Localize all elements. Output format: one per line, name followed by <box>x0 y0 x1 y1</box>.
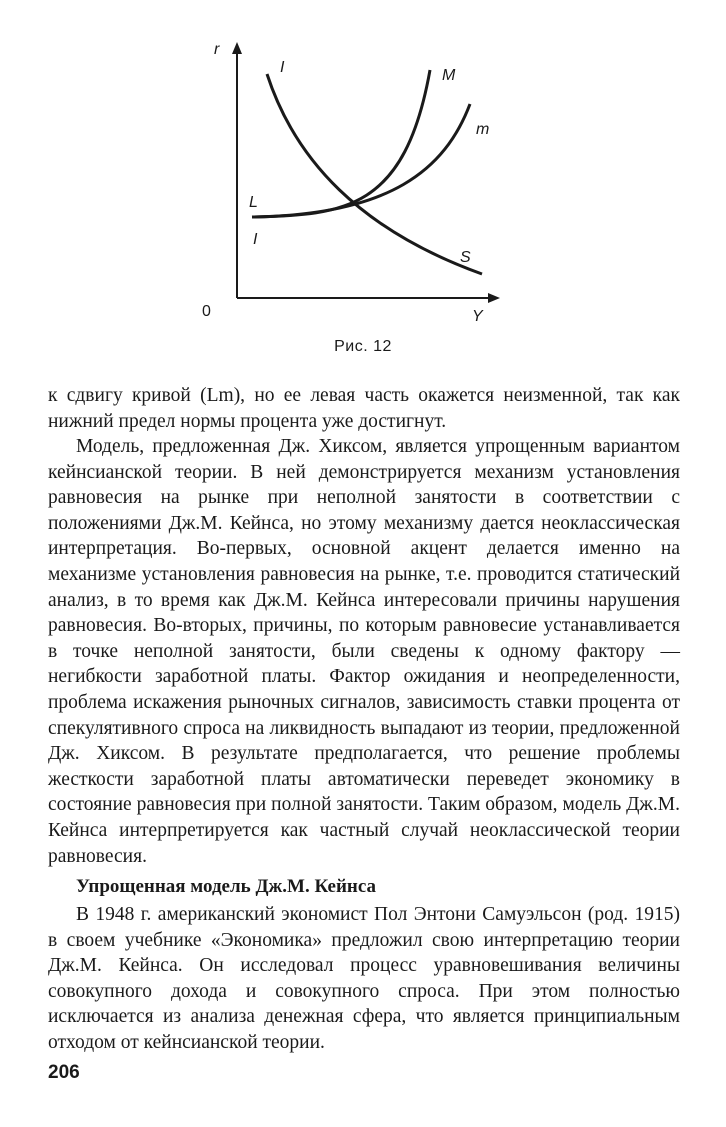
paragraph-hicks-model: Модель, предложенная Дж. Хиксом, является упрощенным вариантом кейнсианской теории. В ней демонстрируется механизм установления равновесия на рынке при неполной занятости в соответствии с положениями Дж.М. Кейнса, но этому механизму дается неоклассическая интерпретация. Во-первых, основной акцент делается именно на механизме установления равновесия на рынке, т.е. проводится статический анализ, в то время как Дж.М. Кейнса интересовали причины нарушения равновесия. Во-вторых, причины, по которым равновесие устанавливается в точке неполной занятости, были сведены к одному фактору — негибкости заработной платы. Фактор ожидания и неопределенности, проблема искажения рыночных сигналов, зависимость ставки процента от спекулятивного спроса на ликвидность выпадают из теории, предложенной Дж. Хиксом. В результате предполагается, что решение проблемы жесткости заработной платы автоматически переведет экономику в состояние равновесия при полной занятости. Таким образом, модель Дж.М. Кейнса интерпретируется как частный случай неоклассической теории равновесия. <box>48 436 680 867</box>
origin-label: 0 <box>202 303 211 320</box>
x-axis-arrow <box>488 293 500 303</box>
is-lm-diagram <box>190 30 520 330</box>
paragraph-samuelson: В 1948 г. американский экономист Пол Энтони Самуэльсон (род. 1915) в своем учебнике «Экономика» предложил свою интерпретацию теории Дж.М. Кейнса. Он исследовал процесс уравновешивания величины совокупного дохода и совокупного спроса. При этом полностью исключается из анализа денежная сфера, что является принципиальным отходом от кейнсианской теории. <box>48 904 680 1053</box>
section-heading: Упрощенная модель Дж.М. Кейнса <box>76 876 377 897</box>
curve-s-label: S <box>460 249 471 266</box>
curve-i-left-label: I <box>253 231 258 248</box>
paragraph-continuation: к сдвигу кривой (Lm), но ее левая часть окажется неизменной, так как нижний предел нормы процента уже достигнут. <box>48 385 680 432</box>
curve-l-label: L <box>249 194 258 211</box>
figure-12 <box>190 30 520 330</box>
curve-m-lower-label: m <box>476 121 490 138</box>
curve-i-top-label: I <box>280 59 285 76</box>
figure-caption: Рис. 12 <box>334 338 392 355</box>
curve-lm <box>252 70 430 217</box>
y-axis-label: r <box>214 41 220 58</box>
curve-m-upper-label: M <box>442 67 456 84</box>
y-axis-arrow <box>232 42 242 54</box>
page-number: 206 <box>48 1062 80 1083</box>
x-axis-label: Y <box>472 308 483 325</box>
curve-is <box>267 74 482 274</box>
